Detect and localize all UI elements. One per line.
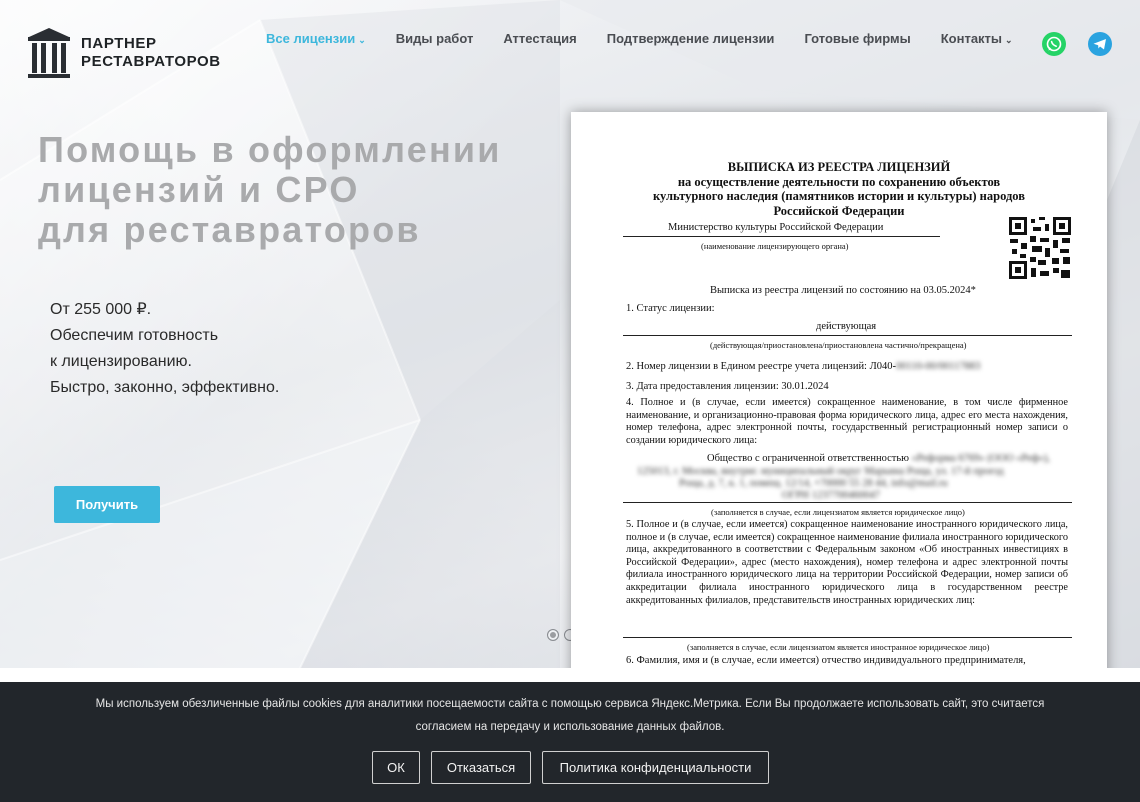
nav-license-confirmation[interactable]: Подтверждение лицензии — [606, 31, 775, 46]
nav-attestation[interactable]: Аттестация — [503, 31, 577, 46]
document-title-line: культурного наследия (памятников истории и культуры) народов — [652, 189, 1025, 203]
org-contacts-hidden: Роща, д. 7, к. 1, помещ. 12/14, +70000 55 28 44, info@mail.ru — [679, 478, 948, 489]
doc-item-5: 5. Полное и (в случае, если имеется) сокращенное наименование иностранного юридического лица, полное и (в случае, если имеется) сокращенное наименование филиала иностранного юридического лица, аккредитованного в соответствии с Федеральным законом «Об иностранных инвестициях в Российской Федерации», адрес (место нахождения), номер телефона и адрес электронной почты филиала иностранного юридического лица на территории Российской Федерации, номер записи об аккредитации филиала иностранного юридического лица в государственном реестре аккредитованных филиалов, представительств иностранных юридических лиц: — [626, 519, 1068, 606]
nav-all-licenses[interactable]: Все лицензии ⌄ — [266, 31, 366, 46]
ok-button[interactable]: ОК — [372, 751, 420, 784]
hero-title — [38, 130, 578, 250]
privacy-policy-button[interactable]: Политика конфиденциальности — [542, 751, 769, 784]
brand-line-2: РЕСТАВРАТОРОВ — [81, 53, 221, 70]
page-background-strip — [0, 668, 1140, 682]
authority-caption: (наименование лицензирующего органа) — [701, 241, 849, 251]
telegram-icon[interactable] — [1088, 32, 1112, 56]
hero-title-line: Помощь в оформлении — [38, 129, 502, 170]
hero-subtitle-line: к лицензированию. — [50, 353, 192, 370]
doc-item-2: 2. Номер лицензии в Едином реестре учета лицензий: Л040-00110-00/00117883 — [626, 361, 981, 372]
cookie-text-line: согласием на передачу и использование данных файлов. — [415, 720, 725, 733]
cookie-banner — [0, 682, 1140, 802]
hero-title-line: для реставраторов — [38, 209, 421, 250]
org-address-hidden: 125013, г. Москва, внутриг. муниципальный округ Марьина Роща, ул. 17-й проезд — [637, 466, 1004, 477]
doc-item-3: 3. Дата предоставления лицензии: 30.01.2024 — [626, 381, 829, 392]
document-title-line: Российской Федерации — [773, 203, 905, 218]
doc-item-6: 6. Фамилия, имя и (в случае, если имеется) отчество индивидуального предпринимателя, — [626, 655, 1026, 666]
hero-subtitle-line: Быстро, законно, эффективно. — [50, 379, 280, 396]
columns-logo-icon — [26, 26, 72, 80]
main-nav — [266, 31, 1043, 46]
decline-button[interactable]: Отказаться — [431, 751, 531, 784]
foreign-entity-caption: (заполняется в случае, если лицензиатом является иностранное юридическое лицо) — [687, 642, 990, 652]
hero-subtitle — [50, 297, 279, 401]
hero-subtitle-line: Обеспечим готовность — [50, 327, 219, 344]
price-text: От 255 000 ₽. — [50, 301, 152, 318]
document-title — [571, 160, 1107, 218]
hero-title-line: лицензий и СРО — [38, 169, 360, 210]
brand-line-1: ПАРТНЕР — [81, 35, 157, 52]
cookie-text — [30, 693, 1110, 738]
licensing-authority: Министерство культуры Российской Федерации — [668, 222, 884, 233]
cookie-text-line: Мы используем обезличенные файлы cookies для аналитики посещаемости сайта с помощью сервиса Яндекс.Метрика. Если Вы продолжаете использовать сайт, это считается — [95, 698, 1045, 710]
doc-item-4: 4. Полное и (в случае, если имеется) сокращенное наименование, в том числе фирменное наименование, и организационно-правовая форма юридического лица, адрес его места нахождения, номер телефона, адрес электронной почты, государственный регистрационный номер записи о создании юридического лица: — [626, 397, 1068, 446]
document-title-line: на осуществление деятельности по сохранению объектов — [677, 174, 1001, 189]
nav-contacts[interactable]: Контакты ⌄ — [940, 31, 1013, 46]
license-document-image — [571, 112, 1107, 668]
whatsapp-icon[interactable] — [1042, 32, 1066, 56]
qr-code-icon — [1008, 216, 1072, 280]
org-name: Общество с ограниченной ответственностью «Реформа 6769» (ООО «Реф»), — [707, 453, 1051, 464]
brand-name — [81, 35, 221, 71]
legal-entity-caption: (заполняется в случае, если лицензиатом является юридическое лицо) — [711, 507, 965, 517]
get-button[interactable]: Получить — [54, 486, 160, 523]
slider-dot[interactable] — [547, 629, 559, 641]
chevron-down-icon: ⌄ — [358, 35, 366, 45]
site-logo[interactable] — [26, 26, 221, 80]
chevron-down-icon: ⌄ — [1005, 35, 1013, 45]
license-status: действующая — [816, 321, 877, 332]
status-caption: (действующая/приостановлена/приостановлена частично/прекращена) — [710, 340, 967, 350]
org-ogrn-hidden: ОГРН 1237700460047 — [782, 490, 880, 501]
document-title-line: ВЫПИСКА ИЗ РЕЕСТРА ЛИЦЕНЗИЙ — [727, 160, 951, 174]
doc-item-1: 1. Статус лицензии: — [626, 303, 715, 314]
nav-ready-firms[interactable]: Готовые фирмы — [804, 31, 911, 46]
nav-work-types[interactable]: Виды работ — [395, 31, 474, 46]
statement-date: Выписка из реестра лицензий по состоянию на 03.05.2024* — [710, 285, 976, 296]
